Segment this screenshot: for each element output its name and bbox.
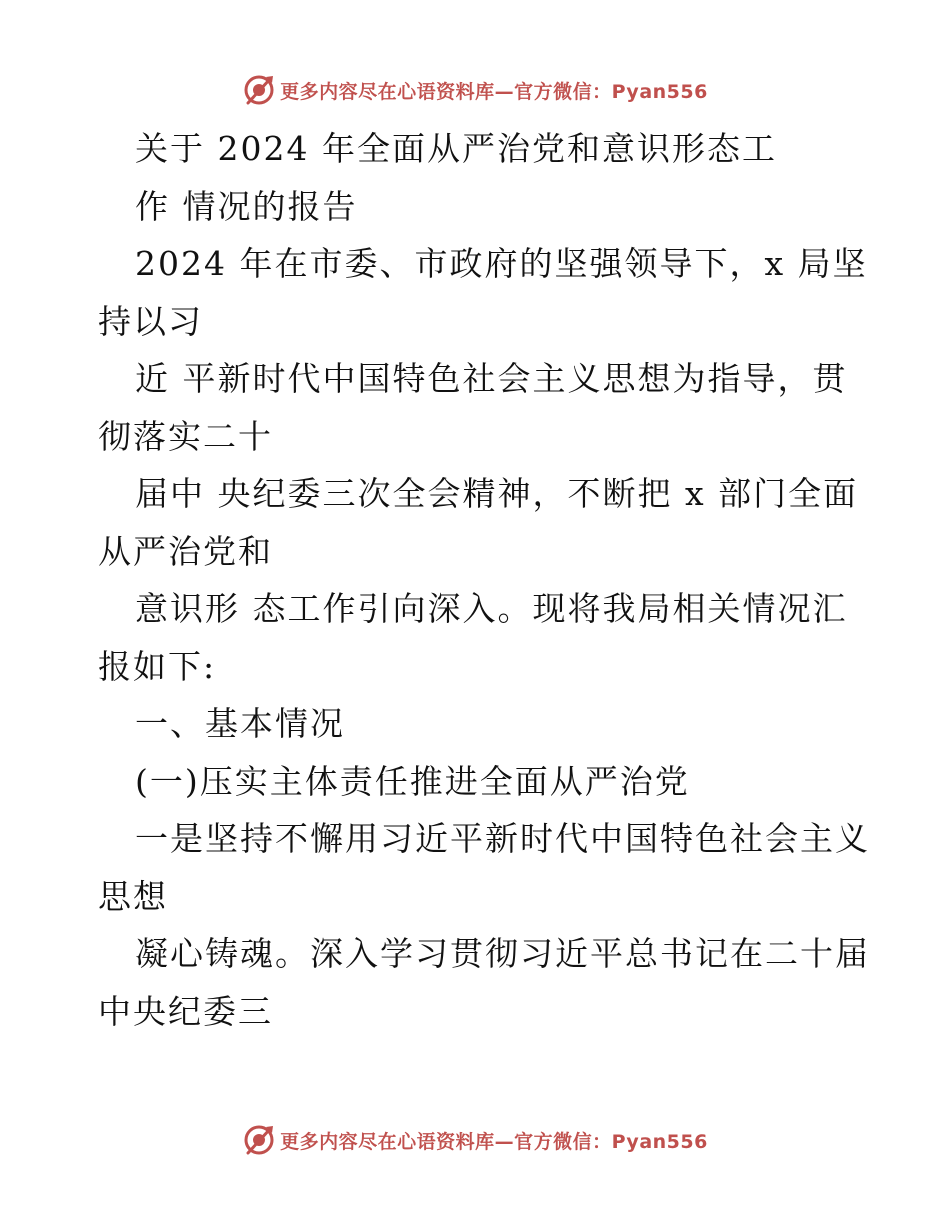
doc-line: 凝心铸魂。深入学习贯彻习近平总书记在二十届	[135, 934, 870, 973]
doc-line: 一是坚持不懈用习近平新时代中国特色社会主义	[135, 819, 870, 858]
doc-line: (一)压实主体责任推进全面从严治党	[135, 761, 690, 801]
doc-line: 作 情况的报告	[135, 186, 358, 226]
doc-line: 意识形 态工作引向深入。现将我局相关情况汇	[135, 589, 848, 628]
doc-line: 近 平新时代中国特色社会主义思想为指导，贯	[135, 359, 848, 398]
doc-line: 报如下:	[98, 646, 217, 686]
doc-line: 2024 年在市委、市政府的坚强领导下，x 局坚	[135, 244, 868, 283]
quill-seal-icon	[242, 1123, 276, 1157]
header-watermark-banner	[0, 70, 950, 110]
quill-seal-icon	[242, 73, 276, 107]
doc-line: 中央纪委三	[98, 991, 273, 1031]
watermark-text: 更多内容尽在心语资料库—官方微信：Pyan556	[280, 80, 708, 103]
footer-watermark-banner	[0, 1120, 950, 1160]
doc-line: 持以习	[98, 301, 203, 341]
doc-line: 关于 2024 年全面从严治党和意识形态工	[135, 129, 777, 168]
doc-line: 一、基本情况	[135, 704, 345, 743]
doc-line: 彻落实二十	[98, 416, 273, 456]
document-body	[98, 120, 870, 1040]
doc-line: 从严治党和	[98, 531, 273, 571]
doc-line: 届中 央纪委三次全会精神，不断把 x 部门全面	[135, 474, 859, 513]
doc-line: 思想	[98, 876, 168, 916]
watermark-text: 更多内容尽在心语资料库—官方微信：Pyan556	[280, 1130, 708, 1153]
